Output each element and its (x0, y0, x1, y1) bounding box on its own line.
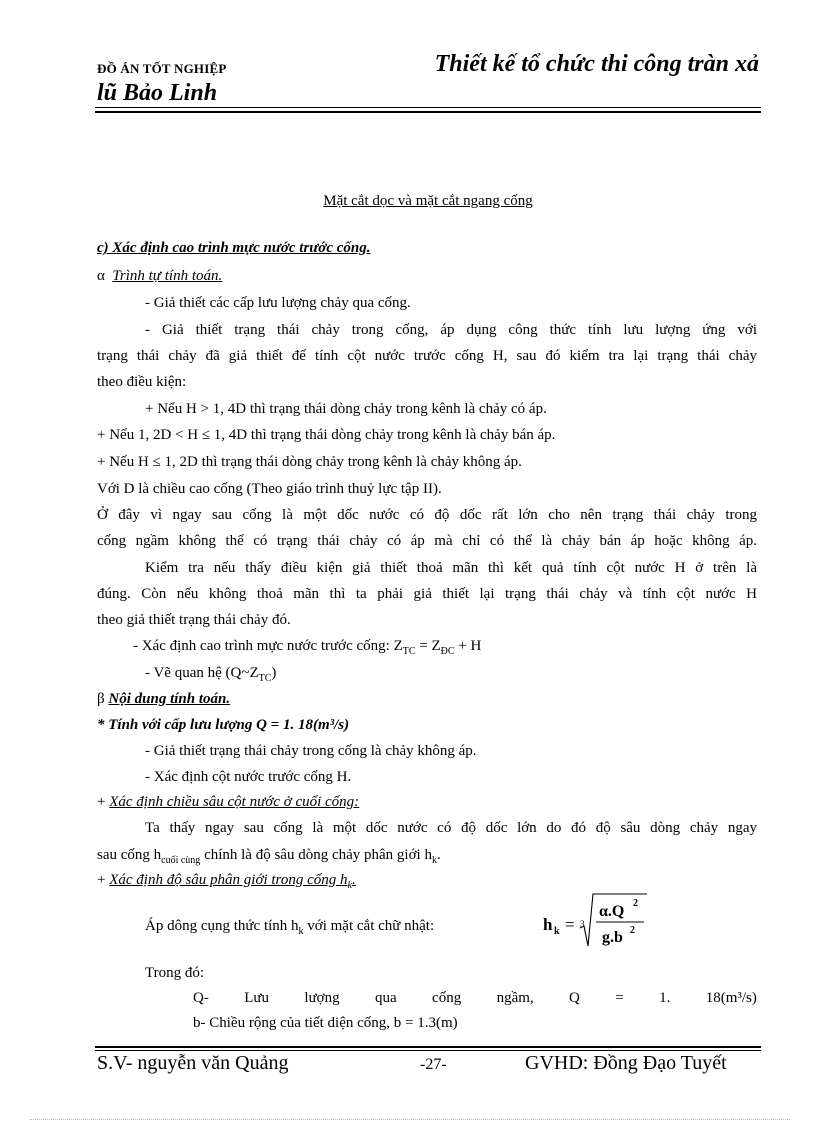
footer-rule-thick (95, 1046, 761, 1048)
condition-line: + Nếu H > 1, 4D thì trạng thái dòng chảy trong kênh là chảy có áp. (145, 401, 547, 417)
beta-symbol: β (97, 691, 105, 707)
formula-intro-line: Áp dông cụng thức tính $h_k$ với mặt cắt chữ nhật: (145, 918, 435, 937)
footer-student: S.V- nguyễn văn Quảng (97, 1052, 289, 1074)
formula-root-index: 3 (580, 919, 585, 929)
subheading-beta-text: Nội dung tính toán. (108, 691, 231, 707)
paragraph-line: theo điều kiện: (97, 374, 187, 390)
subheading-end-depth: + Xác định chiều sâu cột nước ở cuối cống: (97, 794, 360, 810)
paragraph-line: - Giả thiết các cấp lưu lượng chảy qua cống. (145, 295, 411, 311)
footer-page-number: -27- (420, 1056, 447, 1073)
paragraph-line: sau cống $h_{cuối cùng}$ chính là độ sâu dòng chảy phân giới $h_k$. (97, 847, 441, 866)
formula-graphic (543, 890, 653, 956)
subheading-beta (97, 689, 757, 709)
header-rule-thick (95, 111, 761, 113)
header-document-title: Thiết kế tổ chức thi công tràn xả (434, 51, 759, 77)
section-heading-c: c) Xác định cao trình mực nước trước cống. (97, 240, 371, 256)
paragraph-line: Ở đây vì ngay sau cống là một dốc nước có độ dốc rất lớn cho nên trạng thái chảy trong (97, 507, 757, 523)
paragraph-line: - Giả thiết trạng thái chảy trong cống, áp dụng công thức tính lưu lượng ứng với (145, 322, 757, 338)
condition-line: + Nếu H ≤ 1, 2D thì trạng thái dòng chảy trong kênh là chảy không áp. (97, 454, 522, 470)
paragraph-line: đúng. Còn nếu không thoả mãn thì ta phải giả thiết lại trạng thái chảy và tính cột nước H (97, 586, 757, 602)
condition-line: + Nếu 1, 2D < H ≤ 1, 4D thì trạng thái dòng chảy trong kênh là chảy bán áp. (97, 427, 556, 443)
paragraph-line: Kiểm tra nếu thấy điều kiện giả thiết thoả mãn thì kết quả tính cột nước H ở trên là (145, 560, 757, 576)
formula-equals: = (565, 915, 575, 934)
paragraph-line: - Xác định cột nước trước cống H. (145, 769, 352, 785)
formula-lhs-sub: k (554, 926, 560, 937)
header-rule-thin (95, 107, 761, 108)
formula-numerator-exp: 2 (633, 898, 638, 909)
flow-case-heading: * Tính với cấp lưu lượng Q = 1. 18(m³/s) (97, 717, 350, 733)
paragraph-line: Với D là chiều cao cống (Theo giáo trình thuỷ lực tập II). (97, 481, 442, 497)
subheading-alpha-text: Trình tự tính toán. (112, 268, 223, 284)
header-project-label: ĐỒ ÁN TỐT NGHIỆP (97, 61, 227, 76)
subheading-alpha (97, 266, 757, 286)
alpha-symbol: α (97, 268, 105, 284)
page-bottom-border (30, 1119, 790, 1120)
definition-b-line: b- Chiều rộng của tiết diện cống, b = 1.3(m) (193, 1015, 458, 1031)
footer-rule-thin (95, 1050, 761, 1051)
definition-q-line: Q- Lưu lượng qua cống ngầm, Q = 1. 18(m³/s) (193, 990, 757, 1006)
formula-numerator: α.Q (599, 903, 625, 920)
paragraph-line: cống ngầm không thể có trạng thái chảy có áp mà chỉ có thể là chảy bán áp hoặc không áp. (97, 533, 757, 549)
relation-line: - Vẽ quan hệ $(Q\sim Z_{TC})$ (145, 665, 277, 684)
header-author: lũ Bảo Linh (97, 80, 218, 106)
formula-denominator: g.b (602, 929, 623, 946)
paragraph-line: Trong đó: (145, 965, 205, 981)
figure-caption: Mặt cắt dọc và mặt cắt ngang cống (323, 193, 533, 209)
paragraph-line: - Giả thiết trạng thái chảy trong cống là chảy không áp. (145, 743, 477, 759)
paragraph-line: Ta thấy ngay sau cống là một dốc nước có độ dốc lớn do đó độ sâu dòng chảy ngay (145, 820, 757, 836)
formula-denominator-exp: 2 (630, 925, 635, 936)
subheading-critical-depth: + Xác định độ sâu phân giới trong cống $h_k$. (97, 872, 356, 891)
footer-advisor: GVHD: Đồng Đạo Tuyết (525, 1052, 727, 1074)
paragraph-line: trạng thái chảy đã giả thiết để tính cột nước trước cống H, sau đó kiểm tra lại trạng thái chảy (97, 348, 757, 364)
paragraph-line: theo giả thiết trạng thái chảy đó. (97, 612, 291, 628)
formula-lhs: h (543, 915, 553, 934)
water-level-formula-line: - Xác định cao trình mực nước trước cống: $Z_{TC} = Z_{ĐC} + H$ (133, 638, 482, 657)
critical-depth-formula (543, 890, 653, 961)
